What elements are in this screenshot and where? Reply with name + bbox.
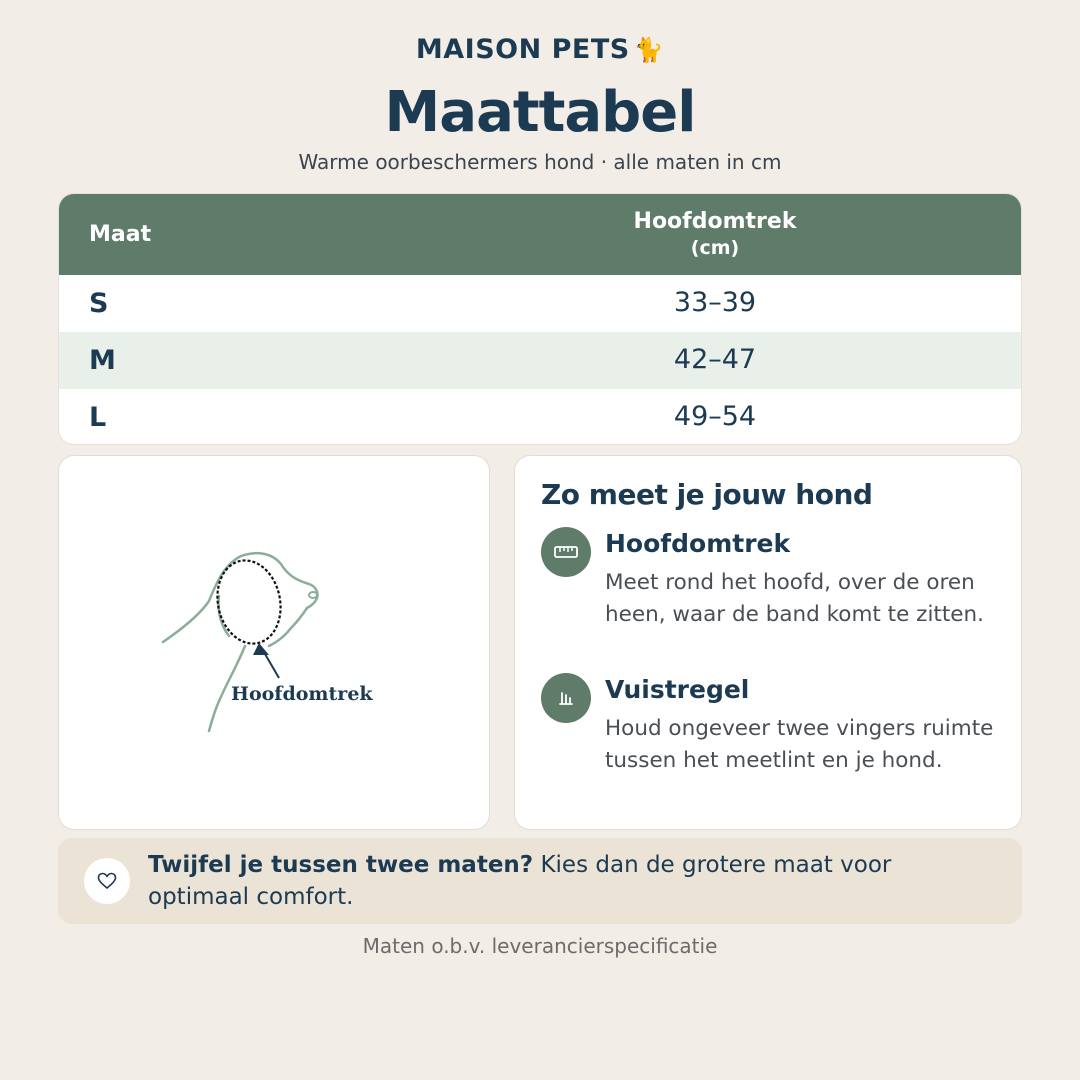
table-row <box>59 389 1021 445</box>
illustration-card <box>58 455 490 830</box>
note-body: Kies dan de grotere maat voor optimaal comfort. <box>148 852 892 910</box>
table-header <box>59 194 1021 275</box>
guide-title: Zo meet je jouw hond <box>541 478 873 511</box>
fingers-icon <box>541 673 591 723</box>
column-header-head-label: Hoofdomtrek <box>633 209 797 234</box>
guide-card <box>514 455 1022 830</box>
page-subtitle: Warme oorbeschermers hond · alle maten in cm <box>298 150 782 174</box>
arrow-head <box>253 643 269 655</box>
column-header-head <box>559 208 871 262</box>
dog-icon: 🐈 <box>633 36 665 64</box>
dog-head-outline <box>163 553 318 646</box>
table-row <box>59 332 1021 389</box>
page-title: Maattabel <box>384 80 696 145</box>
advice-note <box>58 838 1022 924</box>
note-bold: Twijfel je tussen twee maten? <box>148 852 534 878</box>
heart-icon <box>84 858 130 904</box>
illustration-label: Hoofdomtrek <box>231 683 373 705</box>
head-cell: 33–39 <box>673 287 757 318</box>
dog-nose <box>309 592 317 598</box>
column-header-unit: (cm) <box>690 237 740 259</box>
note-text <box>148 849 988 913</box>
tip-text: Houd ongeveer twee vingers ruimte tussen het meetlint en je hond. <box>605 716 994 773</box>
tip-text: Meet rond het hoofd, over de oren heen, waar de band komt te zitten. <box>605 570 984 627</box>
brand-name: MAISON PETS <box>415 34 630 65</box>
size-cell: S <box>89 288 109 319</box>
size-table <box>58 193 1022 445</box>
measure-ring <box>210 554 288 649</box>
arrow-line <box>265 654 279 678</box>
head-cell: 42–47 <box>673 344 757 375</box>
head-cell: 49–54 <box>673 401 757 432</box>
tip-heading: Vuistregel <box>605 675 750 704</box>
tip-heading: Hoofdomtrek <box>605 529 791 558</box>
footer-note: Maten o.b.v. leverancierspecificatie <box>362 934 718 958</box>
ruler-icon <box>541 527 591 577</box>
brand-logo <box>0 34 1080 65</box>
table-row <box>59 275 1021 332</box>
size-cell: L <box>89 402 107 433</box>
column-header-size: Maat <box>89 222 152 247</box>
size-cell: M <box>89 345 116 376</box>
dog-measure-illustration <box>59 456 491 831</box>
